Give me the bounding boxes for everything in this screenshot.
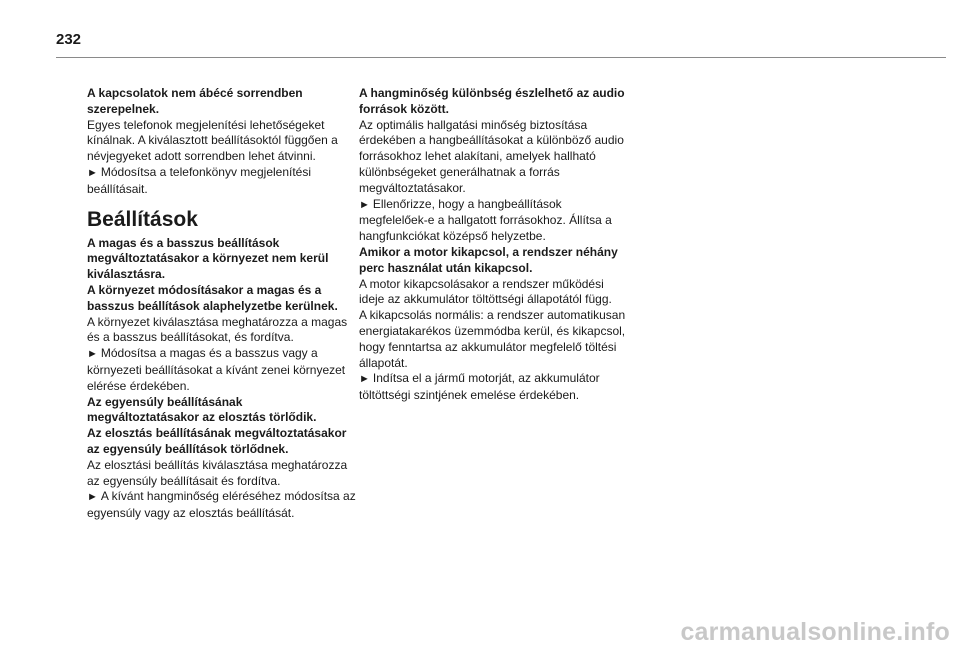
- page-number: 232: [56, 31, 82, 48]
- q5-action-text: Ellenőrizze, hogy a hangbeállítások megfelelőek-e a hallgatott forrásokhoz. Állítsa a hangfunkciókat középső helyzetbe.: [359, 196, 612, 244]
- q4-action-text: A kívánt hangminőség eléréséhez módosítsa az egyensúly vagy az elosztás beállítását.: [87, 489, 356, 521]
- intro-heading: A kapcsolatok nem ábécé sorrendben szerepelnek.: [87, 86, 303, 116]
- q6-action: [359, 371, 629, 404]
- q4-text: Az elosztási beállítás kiválasztása meghatározza az egyensúly beállításait és fordítva.: [87, 457, 348, 488]
- q2-action: [87, 346, 357, 394]
- q2-text: A környezet kiválasztása meghatározza a magas és a basszus beállításokat, és fordítva.: [87, 314, 348, 345]
- intro-action-text: Módosítsa a telefonkönyv megjelenítési beállításait.: [87, 164, 312, 196]
- q2-action-text: Módosítsa a magas és a basszus vagy a környezeti beállításokat a kívánt zenei környezet elérése érdekében.: [87, 346, 346, 393]
- q6-heading: Amikor a motor kikapcsol, a rendszer néhány perc használat után kikapcsol.: [359, 244, 618, 275]
- q5-text: Az optimális hallgatási minőség biztosítása érdekében a hangbeállításokat a különböző audio forrásokhoz lehet alakítani, amelyek hallható különbségeket generálhatnak a forrás megváltoztatásakor.: [359, 117, 624, 195]
- arrow-icon: ►: [87, 166, 98, 179]
- section-title: Beállítások: [87, 207, 198, 231]
- intro-action: [87, 165, 357, 198]
- q3-heading: Az egyensúly beállításának megváltoztatásakor az elosztás törlődik.: [87, 394, 317, 425]
- intro-text: Egyes telefonok megjelenítési lehetőségeket kínálnak. A kiválasztott beállításoktól függően a névjegyeket adott sorrendben lehet átvinni.: [87, 117, 338, 164]
- left-column: [87, 86, 357, 522]
- q5-action: [359, 197, 629, 245]
- header-divider: [56, 57, 946, 58]
- watermark: carmanualsonline.info: [680, 618, 950, 646]
- q6-action-text: Indítsa el a jármű motorját, az akkumulátor töltöttségi szintjének emelése érdekében.: [359, 371, 600, 403]
- arrow-icon: ►: [359, 373, 370, 386]
- q1-heading: A magas és a basszus beállítások megváltoztatásakor a környezet nem kerül kiválasztásra.: [87, 235, 329, 282]
- q4-action: [87, 489, 357, 522]
- q5-heading: A hangminőség különbség észlelhető az audio források között.: [359, 86, 625, 116]
- q6-text-2: A kikapcsolás normális: a rendszer automatikusan energiatakarékos üzemmódba kerül, és kikapcsol, hogy fenntartsa az akkumulátor megfelelő töltési állapotát.: [359, 308, 626, 370]
- arrow-icon: ►: [87, 491, 98, 504]
- right-column: [359, 86, 629, 404]
- arrow-icon: ►: [87, 348, 98, 361]
- q2-heading: A környezet módosításakor a magas és a basszus beállítások alaphelyzetbe kerülnek.: [87, 282, 338, 313]
- q4-heading: Az elosztás beállításának megváltoztatásakor az egyensúly beállítások törlődnek.: [87, 426, 347, 456]
- q6-text: A motor kikapcsolásakor a rendszer működési ideje az akkumulátor töltöttségi állapotától függ.: [359, 276, 612, 307]
- arrow-icon: ►: [359, 198, 370, 211]
